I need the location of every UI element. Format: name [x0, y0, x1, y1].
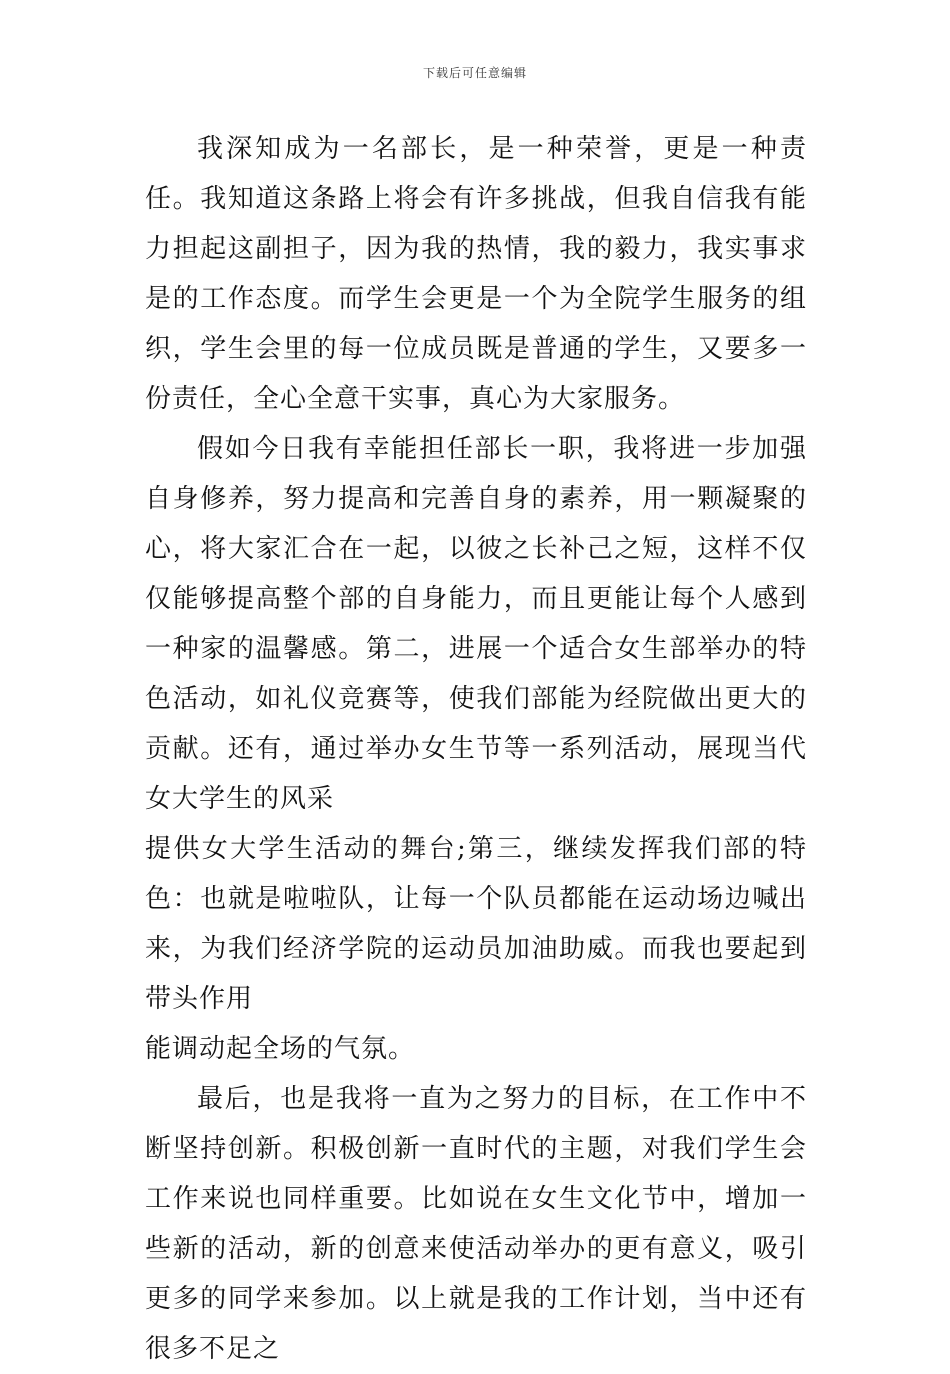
- paragraph-1: 我深知成为一名部长，是一种荣誉，更是一种责任。我知道这条路上将会有许多挑战，但我自信我有能力担起这副担子，因为我的热情，我的毅力，我实事求是的工作态度。而学生会更是一个为全院学生服务的组织，学生会里的每一位成员既是普通的学生，又要多一份责任，全心全意干实事，真心为大家服务。: [145, 134, 807, 414]
- paragraph-2: 假如今日我有幸能担任部长一职，我将进一步加强自身修养，努力提高和完善自身的素养，用一颗凝聚的心，将大家汇合在一起，以彼之长补己之短，这样不仅仅能够提高整个部的自身能力，而且更能让每个人感到一种家的温馨感。第二，进展一个适合女生部举办的特色活动，如礼仪竞赛等，使我们部能为经院做出更大的贡献。还有，通过举办女生节等一系列活动，展现当代女大学生的风采 提供女大学生活动的舞台;第三，继续发挥我们部的特色：也就是啦啦队，让每一个队员都能在运动场边喊出来，为我们经济学院的运动员加油助威。而我也要起到带头作用 能调动起全场的气氛。: [145, 434, 807, 1064]
- document-body: [145, 124, 807, 1374]
- paragraph-3: 最后，也是我将一直为之努力的目标，在工作中不断坚持创新。积极创新一直时代的主题，对我们学生会工作来说也同样重要。比如说在女生文化节中，增加一些新的活动，新的创意来使活动举办的更有意义，吸引更多的同学来参加。以上就是我的工作计划，当中还有很多不足之: [145, 1084, 807, 1364]
- header-note: 下载后可任意编辑: [422, 66, 527, 80]
